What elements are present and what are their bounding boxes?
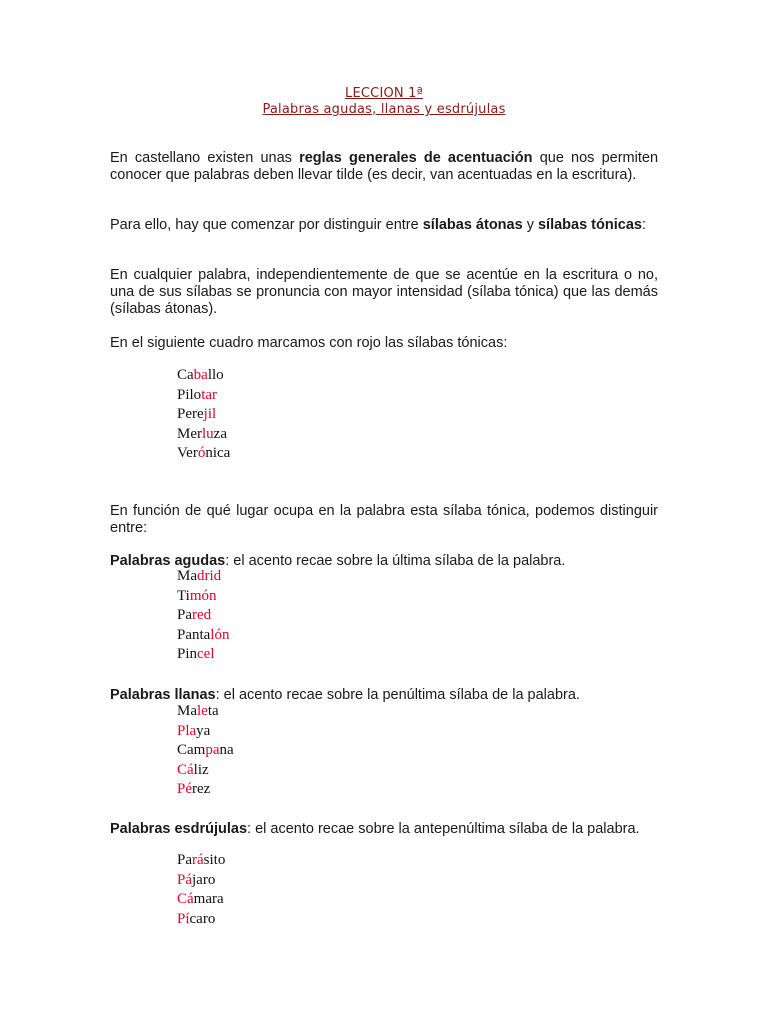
syllable-text: Cam [177, 742, 206, 758]
word-item [177, 444, 230, 464]
intro-paragraph: En castellano existen unas reglas generales de acentuación que nos permiten conocer que palabras deben llevar tilde (es decir, van acentuadas en la escritura). [110, 150, 659, 183]
stressed-syllable: pa [205, 742, 220, 758]
agudas-list [177, 567, 230, 665]
word-item [177, 851, 225, 871]
llanas-list [177, 702, 234, 800]
syllable-text: Ma [177, 568, 197, 584]
word-item [177, 606, 230, 626]
stressed-syllable: món [189, 587, 217, 604]
word-item [177, 366, 230, 386]
syllable-text: Ti [177, 587, 190, 604]
syllable-text: Pere [177, 406, 204, 422]
syllables-paragraph: Para ello, hay que comenzar por distinguir entre sílabas átonas y sílabas tónicas: [110, 217, 646, 233]
esdrujulas-definition: Palabras esdrújulas: el acento recae sobre la antepenúltima sílaba de la palabra. [110, 821, 640, 837]
stressed-syllable: lu [202, 425, 214, 442]
stressed-syllable: rá [192, 852, 204, 868]
syllable-text: ta [207, 703, 219, 719]
agudas-definition: Palabras agudas: el acento recae sobre la última sílaba de la palabra. [110, 553, 566, 569]
stressed-syllable: Pla [177, 722, 197, 739]
syllable-text: ya [196, 722, 211, 739]
stressed-syllable: ba [193, 367, 208, 383]
agudas-term: Palabras agudas [110, 553, 226, 569]
syllable-text: Ver [177, 445, 198, 461]
syllable-text: mara [193, 891, 224, 907]
examples-list [177, 366, 230, 464]
stress-explanation-paragraph: En cualquier palabra, independientemente de que se acentúe en la escritura o no, una de sus sílabas se pronuncia con mayor intensidad (sílaba tónica) que las demás (sílabas átonas). [110, 267, 658, 317]
syllable-text: Ca [177, 367, 194, 383]
stressed-syllable: drid [197, 568, 222, 584]
syllable-text: Pa [177, 607, 192, 623]
stressed-syllable: red [192, 607, 212, 623]
syllable-text: llo [207, 367, 224, 383]
stressed-syllable: jil [203, 406, 217, 422]
word-item [177, 626, 230, 646]
lesson-subtitle: Palabras agudas, llanas y esdrújulas [262, 102, 506, 117]
syllable-text: caro [189, 910, 216, 927]
llanas-definition: Palabras llanas: el acento recae sobre la penúltima sílaba de la palabra. [110, 687, 580, 703]
syllable-text: Panta [177, 626, 211, 643]
word-item [177, 425, 230, 445]
stressed-syllable: le [197, 703, 208, 719]
bold-term: reglas generales de acentuación [299, 150, 533, 166]
stressed-syllable: lón [210, 626, 230, 643]
word-item [177, 871, 225, 891]
syllable-text: liz [193, 761, 209, 778]
syllable-text: Mer [177, 425, 202, 442]
word-item [177, 722, 234, 742]
esdrujulas-term: Palabras esdrújulas [110, 821, 248, 837]
syllable-text: za [213, 425, 227, 442]
word-item [177, 645, 230, 665]
stressed-syllable: Cá [177, 761, 194, 778]
word-item [177, 386, 230, 406]
word-item [177, 702, 234, 722]
syllable-text: nica [205, 445, 231, 461]
word-item [177, 890, 225, 910]
stressed-syllable: Pí [177, 910, 190, 927]
syllable-text: Pin [177, 646, 198, 662]
word-item [177, 761, 234, 781]
stressed-syllable: ó [197, 445, 206, 461]
syllable-text: rez [192, 781, 211, 797]
word-item [177, 780, 234, 800]
stressed-syllable: cel [197, 646, 215, 662]
word-item [177, 567, 230, 587]
table-intro-paragraph: En el siguiente cuadro marcamos con rojo las sílabas tónicas: [110, 335, 508, 351]
stressed-syllable: Pé [177, 781, 192, 797]
syllable-text: Pilo [177, 386, 202, 403]
word-item [177, 587, 230, 607]
stressed-syllable: Cá [177, 891, 194, 907]
syllable-text: jaro [192, 871, 216, 888]
word-item [177, 910, 225, 930]
classification-paragraph: En función de qué lugar ocupa en la palabra esta sílaba tónica, podemos distinguir entre: [110, 503, 658, 536]
esdrujulas-list [177, 851, 225, 929]
word-item [177, 741, 234, 761]
bold-term-tonicas: sílabas tónicas [537, 217, 642, 233]
syllable-text: Pa [177, 852, 192, 868]
syllable-text: Ma [177, 703, 197, 719]
stressed-syllable: Pá [177, 871, 192, 888]
bold-term-atonas: sílabas átonas [422, 217, 523, 233]
syllable-text: sito [203, 852, 226, 868]
stressed-syllable: tar [201, 386, 218, 403]
llanas-term: Palabras llanas [110, 687, 216, 703]
syllable-text: na [219, 742, 234, 758]
word-item [177, 405, 230, 425]
lesson-title: LECCION 1ª [345, 86, 423, 101]
